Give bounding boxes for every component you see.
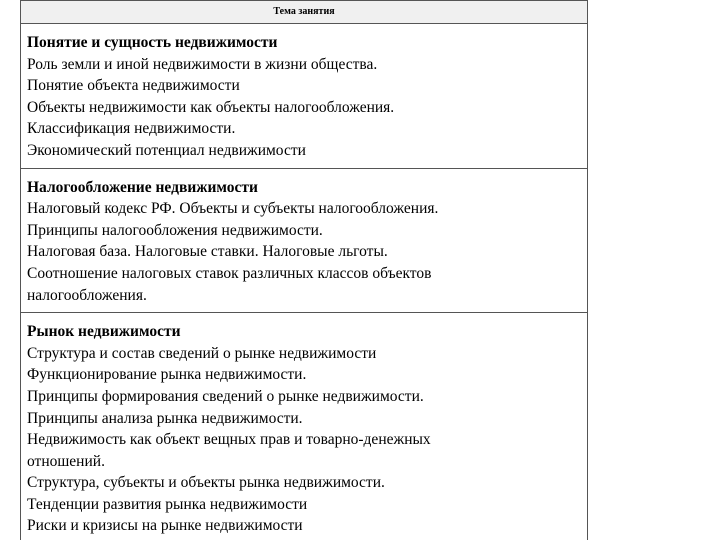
topic-line: Соотношение налоговых ставок различных классов объектов [27,264,432,282]
topic-line: Налоговый кодекс РФ. Объекты и субъекты налогообложения. [27,200,439,218]
topic-line: Принципы формирования сведений о рынке недвижимости. [27,387,424,405]
topic-line: Структура, субъекты и объекты рынка недвижимости. [27,474,385,492]
table-row [21,24,588,169]
topic-line: Объекты недвижимости как объекты налогообложения. [27,98,395,116]
topic-line: Налоговая база. Налоговые ставки. Налоговые льготы. [27,243,388,261]
topic-line: Понятие объекта недвижимости [27,77,240,95]
topic-cell [21,24,588,169]
topic-line: налогообложения. [27,286,147,304]
topic-title: Рынок недвижимости [27,323,181,341]
topic-line: Структура и состав сведений о рынке недвижимости [27,344,377,362]
topic-line: Принципы налогообложения недвижимости. [27,221,323,239]
column-header-topic: Тема занятия [21,1,588,24]
topic-line: Недвижимость как объект вещных прав и товарно-денежных [27,431,431,449]
topics-table [20,0,588,540]
topic-line: Функционирование рынка недвижимости. [27,366,307,384]
topic-line: Принципы анализа рынка недвижимости. [27,409,303,427]
topic-cell [21,168,588,313]
topic-title: Налогообложение недвижимости [27,178,258,196]
topic-line: Риски и кризисы на рынке недвижимости [27,517,303,535]
topic-line: Экономический потенциал недвижимости [27,141,306,159]
table-row [21,313,588,540]
topic-cell [21,313,588,540]
topic-line: отношений. [27,452,105,470]
topic-line: Классификация недвижимости. [27,120,236,138]
table-header-row [21,1,588,24]
topic-line: Тенденции развития рынка недвижимости [27,495,308,513]
topic-line: Роль земли и иной недвижимости в жизни общества. [27,55,378,73]
table-row [21,168,588,313]
topic-title: Понятие и сущность недвижимости [27,34,278,51]
